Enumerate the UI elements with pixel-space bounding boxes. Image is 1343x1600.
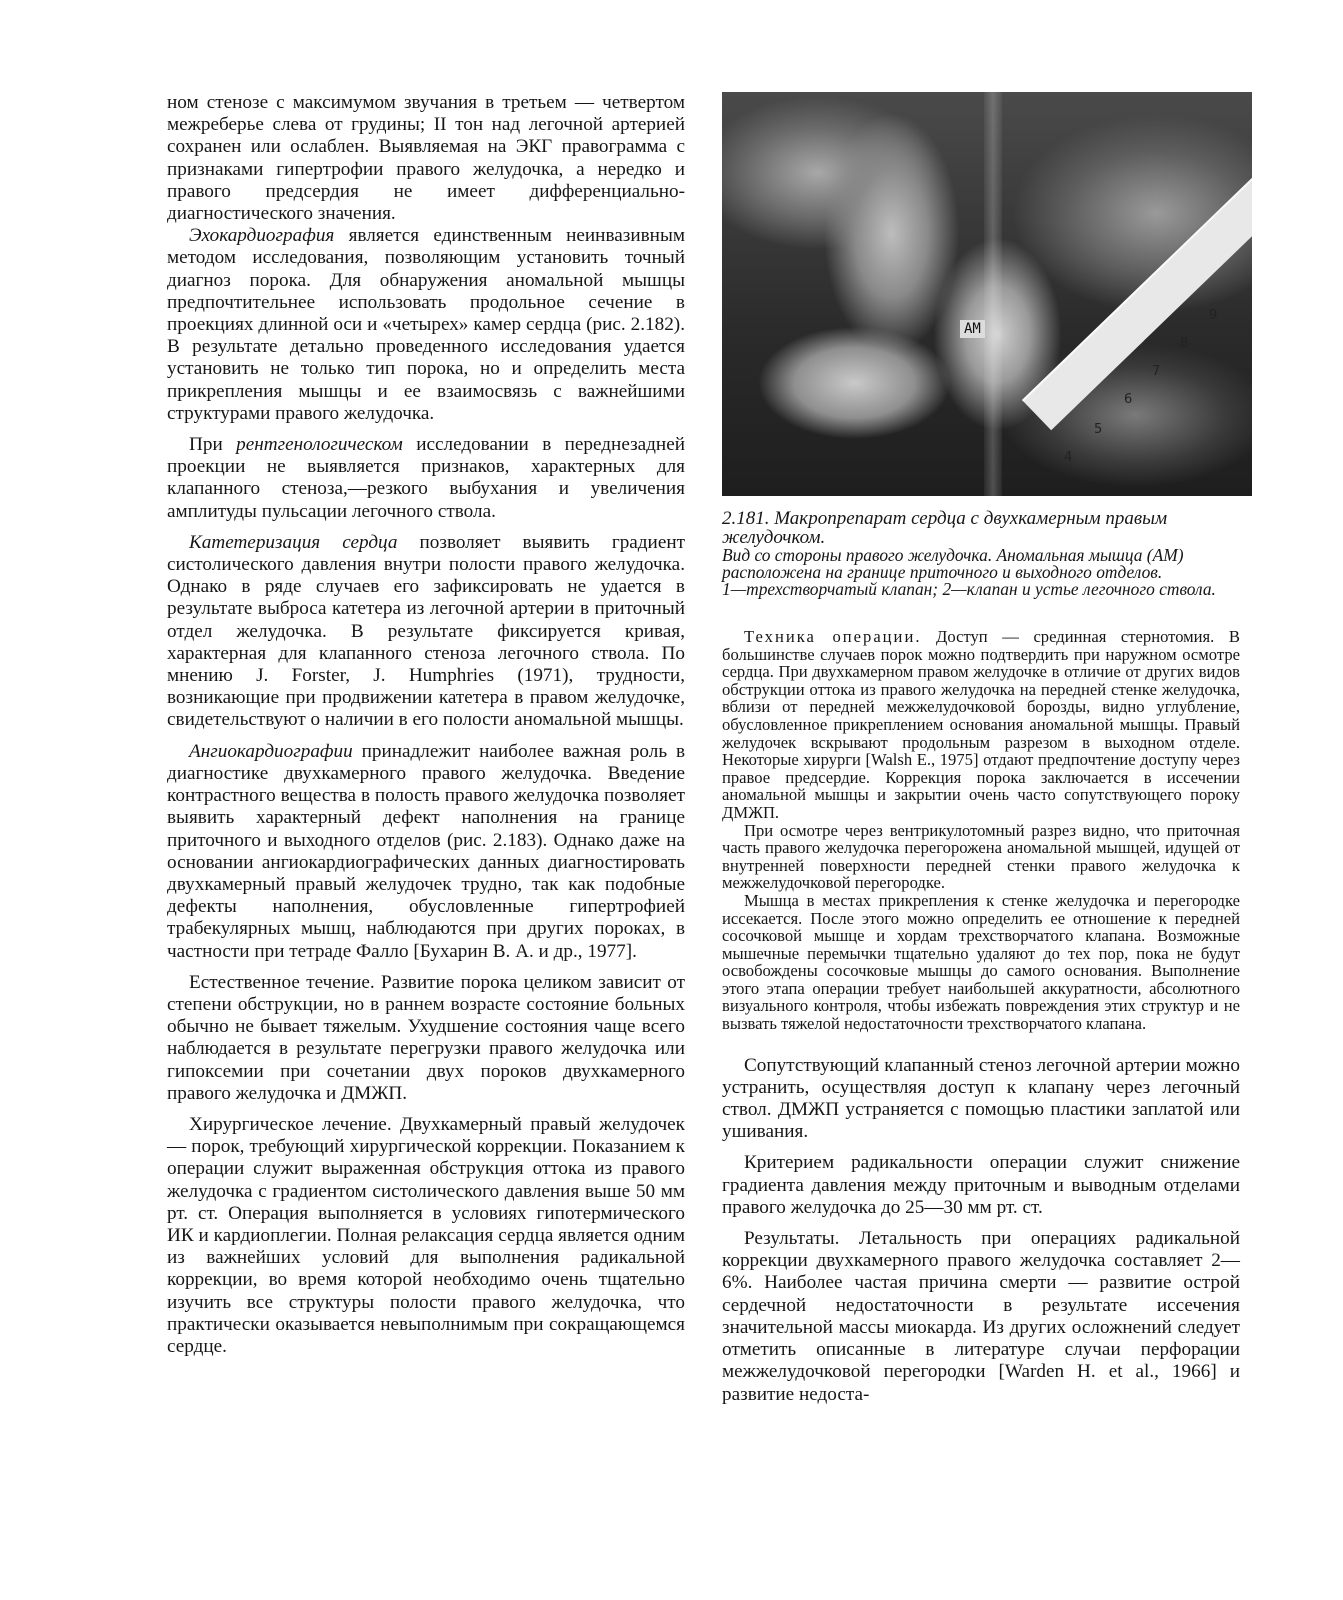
- ruler-number: 7: [1152, 364, 1161, 379]
- paragraph-angiocardiography: [167, 741, 685, 963]
- ruler-number: 9: [1209, 308, 1218, 323]
- paragraph-radiology-lead: При: [189, 434, 237, 456]
- lead-operation-technique: Техника операции.: [744, 627, 922, 646]
- term-catheterization: Катетеризация сердца: [189, 531, 398, 553]
- ruler-number: 6: [1124, 392, 1133, 407]
- ruler-number: 8: [1180, 336, 1189, 351]
- caption-title: 2.181. Макропрепарат сердца с двухкамерным правым желудочком.: [722, 508, 1168, 548]
- term-echocardiography: Эхокардиография: [189, 225, 335, 247]
- results-section: [722, 1055, 1240, 1406]
- paragraph-catheterization-text: позволяет выявить градиент систолического давления внутри полости правого желудочка. Однако в ряде случаев его зафиксировать не удается в результате выброса катетера из легочной артерии в приточный отдел желудочка. В результате фиксируется кривая, характерная для клапанного стеноза легочного ствола. По мнению J. Forster, J. Humphries (1971), трудности, возникающие при продвижении катетера в правом желудочке, свидетельствуют о наличии в его полости аномальной мышцы.: [167, 531, 685, 731]
- paragraph-ventriculotomy-view: При осмотре через вентрикулотомный разрез видно, что приточная часть правого желудочка перегорожена аномальной мышцей, идущей от внутренней поверхности передней стенки правого желудочка к межжелудочковой перегородке.: [722, 820, 1240, 893]
- paragraph-catheterization: [167, 532, 685, 732]
- paragraph-muscle-excision: Мышца в местах прикрепления к стенке желудочка и перегородке иссекается. После этого можно определить ее отношение к передней сосочковой мышце и хордам трехстворчатого клапана. Возможные мышечные перемычки тщательно удаляют до тех пор, пока не будут освобождены сосочковые мышцы до самого основания. Выполнение этого этапа операции требует наибольшей аккуратности, абсолютного визуального контроля, чтобы избежать повреждения этих структур и не вызвать тяжелой недостаточности трехстворчатого клапана.: [722, 890, 1240, 1034]
- caption-legend: 1—трехстворчатый клапан; 2—клапан и устье легочного ствола.: [722, 579, 1216, 599]
- right-column: [722, 92, 1240, 1406]
- paragraph-radiology-text: исследовании в переднезадней проекции не выявляется признаков, характерных для клапанного стеноза,—резкого выбухания и увеличения амплитуды пульсации легочного ствола.: [167, 434, 685, 522]
- anomalous-muscle-label: АМ: [960, 320, 985, 338]
- paragraph-angiocardiography-text: принадлежит наиболее важная роль в диагностике двухкамерного правого желудочка. Введение контрастного вещества в полость правого желудочка позволяет выявить характерный дефект наполнения на границе приточного и выходного отделов (рис. 2.183). Однако даже на основании ангиокардиографических данных диагностировать двухкамерный правый желудочек трудно, так как подобные дефекты наполнения, обусловленные гипертрофией трабекулярных мышц, наблюдаются при других пороках, в частности при тетраде Фалло [Бухарин В. А. и др., 1977].: [167, 740, 685, 962]
- paragraph-natural-course: Естественное течение. Развитие порока целиком зависит от степени обструкции, но в раннем возрасте состояние больных обычно не бывает тяжелым. Ухудшение состояния чаще всего наблюдается в результате перегрузки правого желудочка или гипоксемии при сочетании двух пороков двухкамерного правого желудочка и ДМЖП.: [167, 971, 685, 1104]
- paragraph-echocardiography: [167, 225, 685, 425]
- caption-view: Вид со стороны правого желудочка. Аномальная мышца (АМ) расположена на границе приточного и выходного отделов.: [722, 545, 1184, 582]
- paragraph-operation-technique: [722, 628, 1240, 822]
- paragraph-echocardiography-text: является единственным неинвазивным методом исследования, позволяющим установить точный диагноз порока. Для обнаружения аномальной мышцы предпочтительнее использовать продольное сечение в проекциях длинной оси и «четырех» камер сердца (рис. 2.182). В результате детально проведенного исследования удается установить не только тип порока, но и определить места прикрепления мышцы и ее взаимосвязь с важнейшими структурами правого желудочка.: [167, 225, 685, 424]
- measuring-ruler: [1022, 171, 1252, 430]
- paragraph-radiology: [167, 434, 685, 523]
- figure-caption: [722, 509, 1250, 598]
- heart-specimen-photo: [722, 92, 1252, 496]
- operation-technique-section: [722, 628, 1240, 1033]
- paragraph-surgical-treatment: Хирургическое лечение. Двухкамерный правый желудочек— порок, требующий хирургической коррекции. Показанием к операции служит выраженная обструкция оттока из правого желудочка с градиентом систолического давления выше 50 мм рт. ст. Операция выполняется в условиях гипотермического ИК и кардиоплегии. Полная релаксация сердца является одним из важнейших условий для выполнения радикальной коррекции, во время которой необходимо очень тщательно изучить все структуры полости правого желудочка, что практически оказывается невыполнимым при сокращающемся сердце.: [167, 1113, 685, 1357]
- ruler-number: 5: [1094, 422, 1103, 437]
- term-angiocardiography: Ангиокардиографии: [189, 740, 353, 762]
- photo-fold: [984, 92, 1002, 496]
- term-radiology: рентгенологическом: [236, 434, 403, 456]
- paragraph-auscultation-ecg: ном стенозе с максимумом звучания в третьем — четвертом межреберье слева от грудины; II тон над легочной артерией сохранен или ослаблен. Выявляемая на ЭКГ правограмма с признаками гипертрофии правого желудочка, а нередко и правого предсердия не имеет дифференциально-диагностического значения.: [167, 92, 685, 225]
- paragraph-radicality-criterion: Критерием радикальности операции служит снижение градиента давления между приточным и выводным отделами правого желудочка до 25—30 мм рт. ст.: [722, 1152, 1240, 1218]
- paragraph-results: Результаты. Летальность при операциях радикальной коррекции двухкамерного правого желудочка составляет 2—6%. Наиболее частая причина смерти — развитие острой сердечной недостаточности в результате иссечения значительной массы миокарда. Из других осложнений следует отметить описанные в литературе случаи перфорации межжелудочковой перегородки [Warden H. et al., 1966] и развитие недоста-: [722, 1228, 1240, 1405]
- paragraph-operation-technique-text: Доступ — срединная стернотомия. В большинстве случаев порок можно подтвердить при наружном осмотре сердца. При двухкамерном правом желудочке в отличие от других видов обструкции оттока из правого желудочка на передней стенке желудочка, вблизи от передней межжелудочковой борозды, видно углубление, обусловленное прикреплением основания аномальной мышцы. Правый желудочек вскрывают продольным разрезом в выходном отделе. Некоторые хирурги [Walsh E., 1975] отдают предпочтение доступу через правое предсердие. Коррекция порока заключается в иссечении аномальной мышцы и закрытии очень часто сопутствующего пороку ДМЖП.: [722, 627, 1240, 822]
- paragraph-valvular-stenosis: Сопутствующий клапанный стеноз легочной артерии можно устранить, осуществляя доступ к клапану через легочный ствол. ДМЖП устраняется с помощью пластики заплатой или ушивания.: [722, 1054, 1240, 1143]
- ruler-number: 4: [1064, 450, 1073, 465]
- left-column: [167, 92, 685, 1358]
